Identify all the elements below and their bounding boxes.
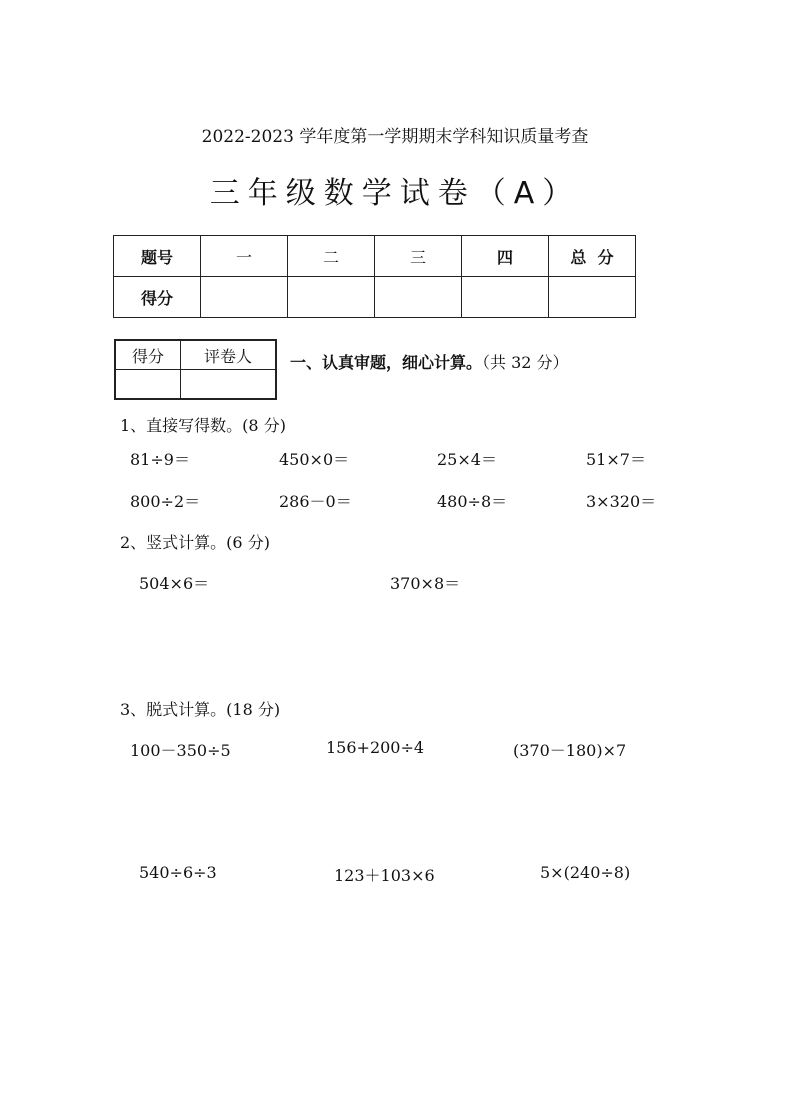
score-input-cell[interactable] <box>375 277 462 318</box>
grader-name-label: 评卷人 <box>181 340 277 370</box>
score-input-cell[interactable] <box>549 277 636 318</box>
grader-score-label: 得分 <box>115 340 181 370</box>
section-1-points: （共 32 分） <box>482 353 569 372</box>
q1-item: 480÷8＝ <box>437 492 508 511</box>
grader-name-cell[interactable] <box>181 370 277 400</box>
q1-item: 81÷9＝ <box>130 450 190 469</box>
score-header-cell: 总 分 <box>549 236 636 277</box>
q3-item: 100－350÷5 <box>130 741 231 760</box>
q3-item: 5×(240÷8) <box>540 863 631 882</box>
score-header-cell: 二 <box>288 236 375 277</box>
q2-item: 504×6＝ <box>139 574 210 593</box>
q3-item: 540÷6÷3 <box>139 863 217 882</box>
question-3-title: 3、脱式计算。(18 分) <box>120 700 281 719</box>
q3-item: (370－180)×7 <box>513 741 627 760</box>
score-table <box>113 235 636 318</box>
q1-item: 51×7＝ <box>586 450 646 469</box>
q3-item: 123＋103×6 <box>334 866 435 885</box>
q1-item: 3×320＝ <box>586 492 657 511</box>
q1-item: 286－0＝ <box>279 492 352 511</box>
score-header-cell: 题号 <box>114 236 201 277</box>
score-header-cell: 一 <box>201 236 288 277</box>
grader-box-header-row <box>115 340 276 370</box>
score-input-cell[interactable] <box>288 277 375 318</box>
question-1-title: 1、直接写得数。(8 分) <box>120 416 286 435</box>
q1-item: 800÷2＝ <box>130 492 201 511</box>
q3-item: 156+200÷4 <box>326 738 425 757</box>
score-header-cell: 四 <box>462 236 549 277</box>
question-2-title: 2、竖式计算。(6 分) <box>120 533 270 552</box>
score-input-cell[interactable] <box>201 277 288 318</box>
exam-title: 三年级数学试卷（A） <box>209 176 581 211</box>
score-header-cell: 三 <box>375 236 462 277</box>
score-input-cell[interactable] <box>462 277 549 318</box>
exam-subtitle: 2022-2023 学年度第一学期期末学科知识质量考查 <box>201 127 589 147</box>
score-table-header-row <box>114 236 636 277</box>
section-1-title <box>290 350 569 373</box>
q2-item: 370×8＝ <box>390 574 461 593</box>
score-table-score-row <box>114 277 636 318</box>
grader-box <box>114 339 277 400</box>
q1-item: 450×0＝ <box>279 450 350 469</box>
q1-item: 25×4＝ <box>437 450 497 469</box>
section-1-heading: 一、认真审题，细心计算。 <box>290 353 483 372</box>
grader-box-input-row <box>115 370 276 400</box>
grader-score-cell[interactable] <box>115 370 181 400</box>
score-row-label: 得分 <box>114 277 201 318</box>
